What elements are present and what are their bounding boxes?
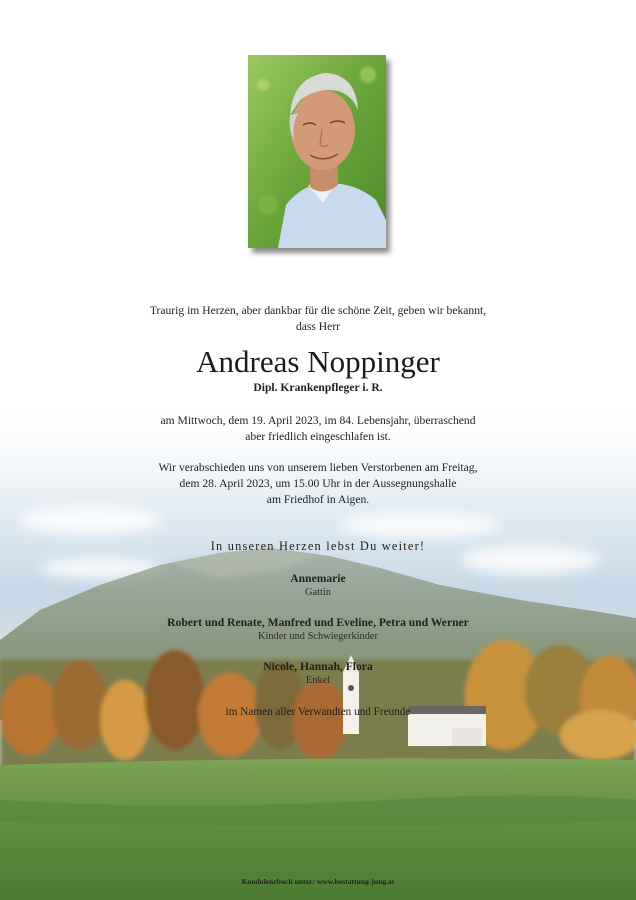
mourner-group — [80, 615, 556, 644]
closing-line: im Namen aller Verwandten und Freunde — [225, 706, 411, 718]
intro-text — [100, 303, 536, 335]
deceased-title: Dipl. Krankenpfleger i. R. — [253, 381, 383, 394]
funeral-notice — [100, 460, 536, 508]
mourner-group — [80, 571, 556, 600]
portrait-image — [248, 55, 386, 248]
death-notice-line: aber friedlich eingeschlafen ist. — [245, 430, 391, 443]
death-notice-line: am Mittwoch, dem 19. April 2023, im 84. Lebensjahr, überraschend — [160, 414, 476, 427]
intro-line: dass Herr — [295, 320, 341, 333]
funeral-notice-line: dem 28. April 2023, um 15.00 Uhr in der Aussegnungshalle — [179, 477, 457, 490]
funeral-notice-line: Wir verabschieden uns von unserem lieben Verstorbenen am Freitag, — [158, 461, 478, 474]
funeral-notice-line: am Friedhof in Aigen. — [266, 493, 370, 506]
death-notice — [100, 413, 536, 445]
mourner-relation: Enkel — [305, 675, 331, 686]
mourner-relation: Kinder und Schwiegerkinder — [257, 631, 379, 642]
mourner-relation: Gattin — [305, 587, 331, 598]
deceased-name: Andreas Noppinger — [196, 344, 440, 379]
motto: In unseren Herzen lebst Du weiter! — [210, 539, 426, 553]
condolence-footer: Kondolenzbuch unter: www.bestattung-jung.at — [241, 877, 395, 886]
portrait-photo — [248, 55, 386, 248]
mourner-group — [80, 659, 556, 688]
mourner-names: Robert und Renate, Manfred und Eveline, Petra und Werner — [167, 616, 469, 629]
mourner-names: Nicole, Hannah, Flora — [263, 660, 373, 673]
mourner-names: Annemarie — [290, 572, 346, 585]
intro-line: Traurig im Herzen, aber dankbar für die schöne Zeit, geben wir bekannt, — [149, 304, 487, 317]
